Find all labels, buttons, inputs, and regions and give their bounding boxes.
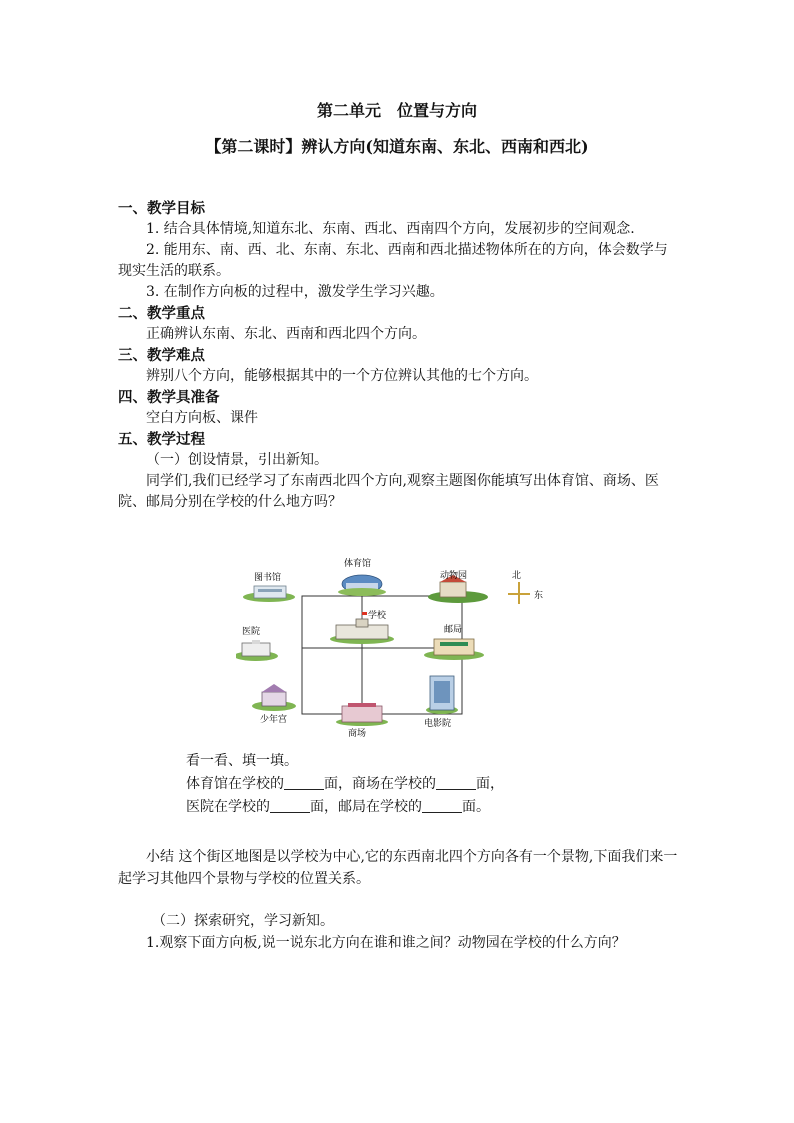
compass-north-label: 北 xyxy=(512,571,522,581)
youth-palace-icon xyxy=(252,684,296,711)
exercise-instruction: 看一看、填一填。 xyxy=(186,753,298,769)
lesson-title: 【第二课时】辨认方向(知道东南、东北、西南和西北) xyxy=(205,137,589,156)
answer-blank-hospital[interactable] xyxy=(270,798,310,813)
post-office-label: 邮局 xyxy=(444,625,463,635)
difficulty-text: 辨别八个方向，能够根据其中的一个方位辨认其他的七个方向。 xyxy=(146,368,538,384)
section-heading-difficulty: 三、教学难点 xyxy=(118,347,205,364)
exercise-line-2: 医院在学校的 面，邮局在学校的 面。 xyxy=(186,799,490,815)
section-heading-focus: 二、教学重点 xyxy=(118,305,205,322)
gym-icon xyxy=(338,575,386,596)
hospital-label: 医院 xyxy=(242,627,261,637)
section-heading-process: 五、教学过程 xyxy=(118,431,205,448)
goal-2: 2. 能用东、南、西、北、东南、东北、西南和西北描述物体所在的方向，体会数学与现实生活的联系。 xyxy=(118,242,668,279)
youth-palace-label: 少年宫 xyxy=(260,715,288,725)
street-map-figure xyxy=(236,556,566,740)
process-question: 同学们,我们已经学习了东南西北四个方向,观察主题图你能填写出体育馆、商场、医院、邮局分别在学校的什么地方吗？ xyxy=(118,473,659,510)
goal-1: 1. 结合具体情境,知道东北、东南、西北、西南四个方向，发展初步的空间观念. xyxy=(146,221,635,237)
zoo-label: 动物园 xyxy=(440,571,468,581)
focus-text: 正确辨认东南、东北、西南和西北四个方向。 xyxy=(146,326,426,342)
answer-blank-gym[interactable] xyxy=(284,775,324,790)
cinema-label: 电影院 xyxy=(424,719,452,729)
answer-blank-post-office[interactable] xyxy=(422,798,462,813)
process-step-1: （一）创设情景，引出新知。 xyxy=(146,452,328,468)
question-1: 1.观察下面方向板,说一说东北方向在谁和谁之间？动物园在学校的什么方向？ xyxy=(146,935,626,951)
compass-icon xyxy=(508,582,530,604)
section-heading-materials: 四、教学具准备 xyxy=(118,389,220,406)
process-step-2: （二）探索研究，学习新知。 xyxy=(152,913,334,929)
goal-3: 3. 在制作方向板的过程中，激发学生学习兴趣。 xyxy=(146,284,444,300)
exercise-line-1: 体育馆在学校的 面，商场在学校的 面， xyxy=(186,776,504,792)
unit-title: 第二单元 位置与方向 xyxy=(316,101,477,120)
fill-in-exercise xyxy=(186,750,566,819)
post-office-icon xyxy=(424,639,484,660)
summary-text: 小结 这个街区地图是以学校为中心,它的东西南北四个方向各有一个景物,下面我们来一起学习其他四个景物与学校的位置关系。 xyxy=(118,849,678,887)
materials-text: 空白方向板、课件 xyxy=(146,410,258,426)
library-label: 图书馆 xyxy=(254,573,282,583)
lower-content xyxy=(118,846,678,954)
section-heading-goals: 一、教学目标 xyxy=(118,200,205,217)
mall-label: 商场 xyxy=(348,729,367,739)
gym-label: 体育馆 xyxy=(344,559,372,569)
lesson-content xyxy=(118,198,678,513)
hospital-icon xyxy=(236,640,278,661)
cinema-icon xyxy=(426,676,458,714)
library-icon xyxy=(243,586,295,602)
compass-east-label: 东 xyxy=(534,591,544,601)
mall-icon xyxy=(336,703,388,726)
school-label: 学校 xyxy=(368,611,387,621)
answer-blank-mall[interactable] xyxy=(436,775,476,790)
